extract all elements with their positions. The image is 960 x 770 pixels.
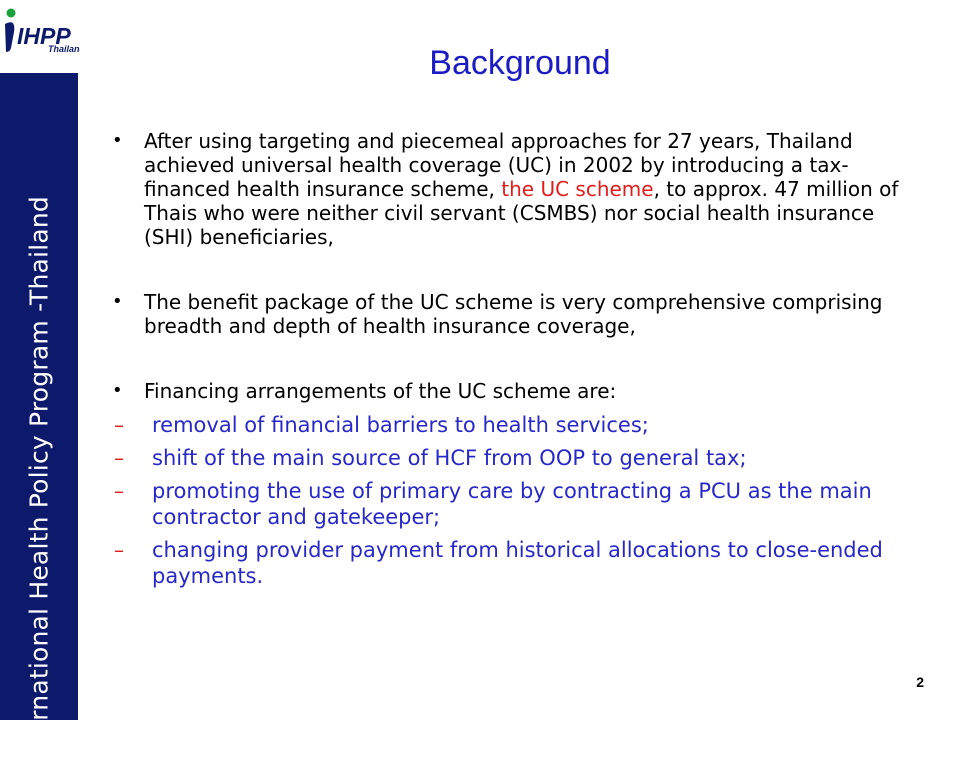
bullet-text: Financing arrangements of the UC scheme are: bbox=[144, 379, 617, 403]
bullet-item bbox=[112, 379, 912, 403]
dash-symbol: – bbox=[114, 538, 124, 562]
sidebar-program-name: International Health Policy Program -Thailand bbox=[24, 196, 54, 770]
ihpp-logo bbox=[2, 4, 80, 64]
bullet-item bbox=[112, 129, 912, 249]
page-number: 2 bbox=[916, 674, 924, 690]
sidebar-band bbox=[0, 73, 78, 770]
bullet-symbol: • bbox=[112, 380, 123, 401]
dash-symbol: – bbox=[114, 479, 124, 503]
uc-scheme-highlight: the UC scheme bbox=[501, 177, 654, 201]
sub-bullet-item bbox=[112, 537, 912, 589]
sub-bullet-text: removal of financial barriers to health services; bbox=[152, 413, 649, 437]
sub-bullet-text: shift of the main source of HCF from OOP to general tax; bbox=[152, 446, 747, 470]
ihpp-logo-graphic bbox=[2, 4, 80, 64]
sub-bullet-text: changing provider payment from historical allocations to close-ended payments. bbox=[152, 538, 883, 588]
bullet-symbol: • bbox=[112, 130, 123, 151]
svg-text:IHPP: IHPP bbox=[17, 23, 71, 49]
bullet-item bbox=[112, 290, 912, 338]
dash-symbol: – bbox=[114, 446, 124, 470]
sub-bullet-item bbox=[112, 445, 912, 471]
dash-symbol: – bbox=[114, 413, 124, 437]
bullet-symbol: • bbox=[112, 291, 123, 312]
sub-bullet-item bbox=[112, 478, 912, 530]
bullet-text: After using targeting and piecemeal approaches for 27 years, Thailand achieved universal health coverage (UC) in 2002 by introducing a tax-financed health insurance scheme, the UC scheme, to approx. 47 million of Thais who were neither civil servant (CSMBS) nor social health insurance (SHI) beneficiaries, bbox=[144, 129, 899, 249]
sub-bullet-text: promoting the use of primary care by contracting a PCU as the main contractor and gatekeeper; bbox=[152, 479, 872, 529]
slide-body bbox=[112, 129, 912, 596]
bullet-text: The benefit package of the UC scheme is very comprehensive comprising breadth and depth of health insurance coverage, bbox=[144, 290, 883, 338]
sub-bullet-item bbox=[112, 412, 912, 438]
svg-text:Thailand: Thailan bbox=[48, 44, 80, 54]
slide-title: Background bbox=[429, 44, 611, 82]
